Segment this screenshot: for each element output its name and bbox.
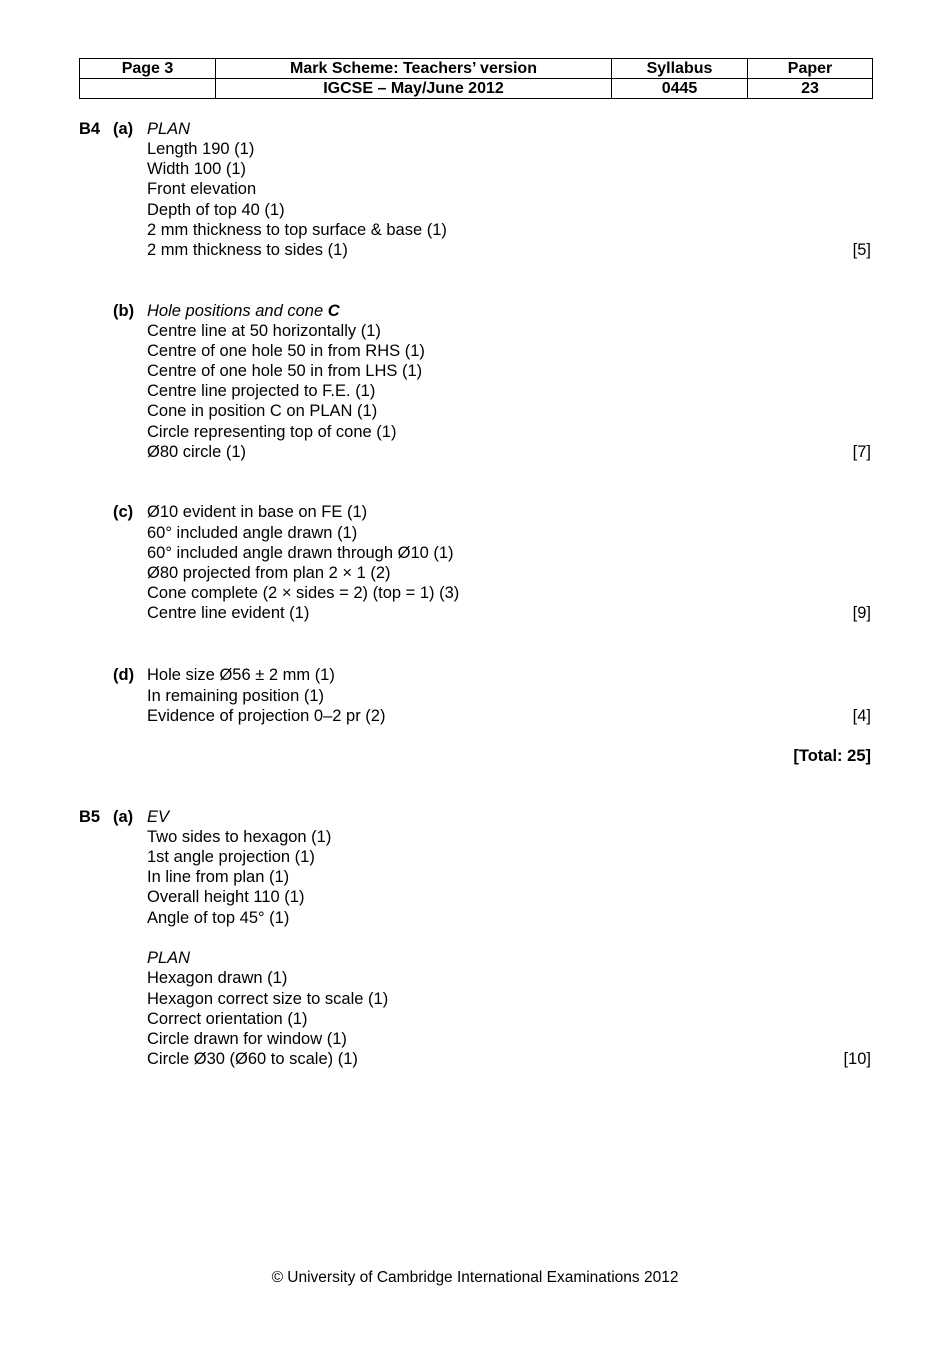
header-exam: IGCSE – May/June 2012 (216, 79, 612, 99)
b4a-mark: [5] (852, 241, 871, 259)
b5a-line: Circle drawn for window (1) (147, 1030, 347, 1048)
part-label-b4d: (d) (113, 666, 135, 684)
b4a-line: Width 100 (1) (147, 160, 247, 178)
part-label-b4c: (c) (113, 503, 134, 521)
b4b-line: Centre line at 50 horizontally (1) (147, 322, 381, 340)
b4b-heading-text: Hole positions and cone (147, 302, 328, 320)
b4b-heading (147, 301, 340, 321)
b4d-line: Hole size Ø56 ± 2 mm (1) (147, 666, 335, 684)
b4a-line: Length 190 (1) (147, 140, 255, 158)
header-title: Mark Scheme: Teachers’ version (216, 59, 612, 79)
b5a-heading-ev: EV (147, 808, 170, 826)
question-label-b5: B5 (79, 808, 101, 826)
header-empty (80, 79, 216, 99)
b5a-line: Angle of top 45° (1) (147, 909, 290, 927)
header-syllabus-code: 0445 (612, 79, 748, 99)
header-paper-label: Paper (748, 59, 873, 79)
b4b-line: Cone in position C on PLAN (1) (147, 402, 378, 420)
b4a-line: Front elevation (147, 180, 257, 198)
b4c-line: 60° included angle drawn through Ø10 (1) (147, 544, 454, 562)
b4c-line: Cone complete (2 × sides = 2) (top = 1) (3) (147, 584, 460, 602)
part-label-b4a: (a) (113, 120, 134, 138)
b4d-line: Evidence of projection 0–2 pr (2) (147, 707, 386, 725)
b4a-line: 2 mm thickness to sides (1) (147, 241, 348, 259)
header-row-1 (80, 59, 873, 79)
part-label-b4b: (b) (113, 302, 135, 320)
b4c-line: Ø80 projected from plan 2 × 1 (2) (147, 564, 391, 582)
b5a-mark: [10] (843, 1050, 871, 1068)
b5a-line: Circle Ø30 (Ø60 to scale) (1) (147, 1050, 358, 1068)
b4b-line: Circle representing top of cone (1) (147, 423, 397, 441)
b4b-mark: [7] (852, 443, 871, 461)
b5a-heading-plan: PLAN (147, 949, 191, 967)
header-syllabus-label: Syllabus (612, 59, 748, 79)
b5a-line: In line from plan (1) (147, 868, 290, 886)
b4d-mark: [4] (852, 707, 871, 725)
b4a-line: Depth of top 40 (1) (147, 201, 285, 219)
part-label-b5a: (a) (113, 808, 134, 826)
b4b-line: Centre of one hole 50 in from LHS (1) (147, 362, 423, 380)
copyright-footer: © University of Cambridge International Examinations 2012 (271, 1269, 679, 1286)
b4b-heading-cone: C (327, 302, 340, 320)
header-page: Page 3 (80, 59, 216, 79)
header-row-2 (80, 79, 873, 99)
b4c-line: Centre line evident (1) (147, 604, 310, 622)
b4d-line: In remaining position (1) (147, 687, 325, 705)
b4b-line: Centre line projected to F.E. (1) (147, 382, 376, 400)
b5a-line: 1st angle projection (1) (147, 848, 315, 866)
b4a-heading: PLAN (147, 120, 191, 138)
b5a-line: Correct orientation (1) (147, 1010, 308, 1028)
question-label-b4: B4 (79, 120, 101, 138)
header-table (79, 58, 873, 99)
b4c-line: 60° included angle drawn (1) (147, 524, 358, 542)
b5a-line: Two sides to hexagon (1) (147, 828, 332, 846)
b5a-line: Hexagon correct size to scale (1) (147, 990, 389, 1008)
b4a-line: 2 mm thickness to top surface & base (1) (147, 221, 447, 239)
b4b-line: Centre of one hole 50 in from RHS (1) (147, 342, 425, 360)
b4b-line: Ø80 circle (1) (147, 443, 247, 461)
b5a-line: Overall height 110 (1) (147, 888, 305, 906)
b4-total: [Total: 25] (793, 747, 871, 765)
b5a-line: Hexagon drawn (1) (147, 969, 288, 987)
b4c-mark: [9] (852, 604, 871, 622)
b4c-line: Ø10 evident in base on FE (1) (147, 503, 368, 521)
header-paper-number: 23 (748, 79, 873, 99)
